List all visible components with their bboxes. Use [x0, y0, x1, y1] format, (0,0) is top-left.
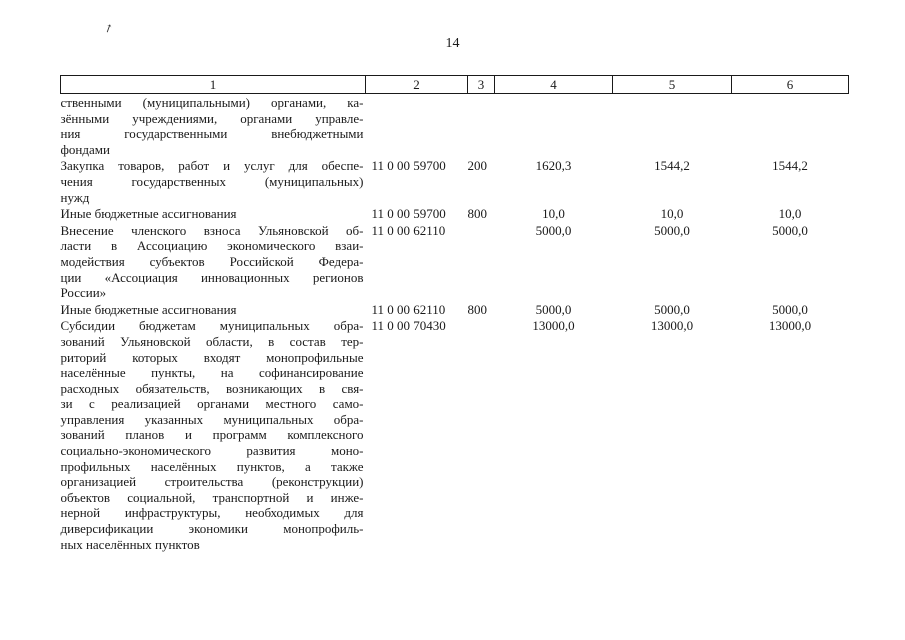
value-col-5: 13000,0: [650, 318, 694, 334]
description-line: ния государственными внебюджетными: [60, 126, 364, 142]
value-col-6: [732, 94, 849, 158]
table-row: [61, 205, 849, 222]
description-line: модействия субъектов Российской Федера-: [60, 253, 364, 269]
description-line: населённые пункты, на софинансирование: [60, 365, 364, 381]
description-line: чения государственных (муниципальных): [60, 173, 364, 189]
expense-type: [468, 317, 495, 552]
description-line: ных населённых пунктов: [60, 536, 200, 552]
description-line: организацией строительства (реконструкции): [60, 474, 364, 490]
value-col-6: 1544,2: [772, 158, 808, 174]
expense-type: 200: [467, 158, 487, 174]
value-col-4: 5000,0: [535, 301, 572, 317]
value-col-6: 5000,0: [772, 301, 808, 317]
description-line: ции «Ассоциация инновационных регионов: [60, 269, 364, 285]
budget-code: 11 0 00 62110: [371, 222, 446, 238]
description-line: риторий которых входят монопрофильные: [60, 349, 364, 365]
value-col-6: 5000,0: [772, 222, 808, 238]
page-number: 14: [445, 36, 460, 51]
table-body: [61, 94, 849, 553]
expense-type: [468, 222, 495, 301]
table-row: [61, 317, 849, 552]
description-line: управления указанных муниципальных обра-: [60, 411, 364, 427]
description-line: диверсификации экономики монопрофиль-: [60, 521, 364, 537]
value-col-6: 13000,0: [768, 318, 812, 334]
description-line: Субсидии бюджетам муниципальных обра-: [60, 318, 364, 334]
column-header-1: 1: [61, 76, 366, 94]
budget-code: 11 0 00 59700: [371, 206, 446, 222]
value-col-4: [495, 94, 613, 158]
description-line: ласти в Ассоциацию экономического взаи-: [60, 238, 364, 254]
expense-type: 800: [467, 301, 487, 317]
budget-code: 11 0 00 62110: [371, 301, 446, 317]
description-line: зёнными учреждениями, органами управле-: [60, 110, 364, 126]
description-line: фондами: [60, 141, 110, 157]
description-line: зи с реализацией органами местного само-: [60, 396, 364, 412]
column-header-3: 3: [468, 76, 495, 94]
expense-type: 800: [467, 206, 487, 222]
description-line: нужд: [60, 189, 90, 205]
row-description: [61, 157, 366, 205]
description-line: Закупка товаров, работ и услуг для обеспе-: [60, 158, 364, 174]
description-line: нерной инфраструктуры, необходимых для: [60, 505, 364, 521]
description-line: ственными (муниципальными) органами, ка-: [60, 95, 364, 110]
table-row: [61, 301, 849, 318]
row-description: [61, 94, 366, 158]
description-line: зований Ульяновской области, в состав тер-: [60, 333, 364, 349]
value-col-5: 1544,2: [654, 158, 690, 174]
description-line: профильных населённых пунктов, а также: [60, 458, 364, 474]
budget-table: [60, 75, 849, 552]
column-header-6: 6: [732, 76, 849, 94]
table-row: [61, 94, 849, 158]
row-description: [61, 205, 366, 222]
value-col-5: 10,0: [660, 206, 684, 222]
description-line: Иные бюджетные ассигнования: [60, 301, 237, 317]
row-description: [61, 317, 366, 552]
table-row: [61, 157, 849, 205]
scan-mark: ↗: [102, 21, 116, 37]
description-line: России»: [60, 285, 107, 301]
row-description: [61, 301, 366, 318]
description-line: Иные бюджетные ассигнования: [60, 206, 237, 222]
description-line: зований планов и программ комплексного: [60, 427, 364, 443]
budget-code: 11 0 00 70430: [371, 318, 446, 334]
value-col-5: 5000,0: [654, 222, 690, 238]
expense-type: [468, 94, 495, 158]
row-description: [61, 222, 366, 301]
value-col-5: 5000,0: [654, 301, 690, 317]
table-row: [61, 222, 849, 301]
value-col-4: 13000,0: [532, 318, 575, 334]
value-col-4: 10,0: [542, 206, 565, 222]
description-line: объектов социальной, транспортной и инже-: [60, 489, 364, 505]
column-header-4: 4: [495, 76, 613, 94]
value-col-6: 10,0: [778, 206, 802, 222]
description-line: социально-экономического развития моно-: [60, 443, 364, 459]
budget-code: [366, 94, 468, 158]
column-header-5: 5: [613, 76, 732, 94]
description-line: расходных обязательств, возникающих в свя-: [60, 380, 364, 396]
value-col-4: 1620,3: [535, 158, 572, 174]
budget-code: 11 0 00 59700: [371, 158, 446, 174]
value-col-4: 5000,0: [535, 222, 572, 238]
value-col-5: [613, 94, 732, 158]
table-header-row: [61, 76, 849, 94]
description-line: Внесение членского взноса Ульяновской об-: [60, 222, 364, 238]
column-header-2: 2: [366, 76, 468, 94]
